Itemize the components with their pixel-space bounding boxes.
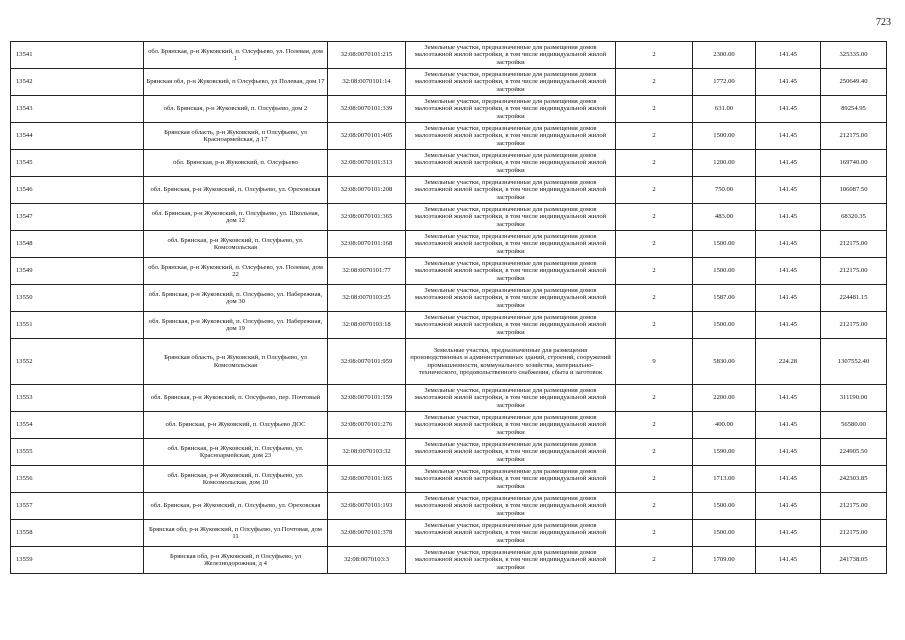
cadastral-number-cell: 32:08:0070101:193 — [328, 493, 406, 520]
area-cell: 631.00 — [693, 96, 756, 123]
land-use-cell: Земельные участки, предназначенные для размещения домов малоэтажной жилой застройки, в том числе индивидуальной жилой застройки — [406, 466, 616, 493]
address-cell: обл. Брянская, р-н Жуковский, п. Олсуфьево, ул. Полевая, дом 22 — [144, 258, 328, 285]
cadastral-number-cell: 32:08:0070101:405 — [328, 123, 406, 150]
table-row — [11, 520, 887, 547]
land-use-cell: Земельные участки, предназначенные для размещения домов малоэтажной жилой застройки, в том числе индивидуальной жилой застройки — [406, 231, 616, 258]
cadastral-number-cell: 32:08:0070103:3 — [328, 547, 406, 574]
specific-value-cell: 141.45 — [756, 96, 821, 123]
cadastral-number-cell: 32:08:0070103:32 — [328, 439, 406, 466]
land-registry-table — [10, 41, 887, 574]
cadastral-value-cell: 311190.00 — [821, 385, 887, 412]
cadastral-value-cell: 242303.85 — [821, 466, 887, 493]
group-cell: 2 — [616, 520, 693, 547]
group-cell: 2 — [616, 96, 693, 123]
address-cell: обл. Брянская, р-н Жуковский, п. Олсуфьево, ул. Ореховская — [144, 177, 328, 204]
row-number: 13541 — [11, 42, 144, 69]
specific-value-cell: 141.45 — [756, 412, 821, 439]
specific-value-cell: 141.45 — [756, 231, 821, 258]
land-use-cell: Земельные участки, предназначенные для размещения домов малоэтажной жилой застройки, в том числе индивидуальной жилой застройки — [406, 520, 616, 547]
table-row — [11, 231, 887, 258]
row-number: 13546 — [11, 177, 144, 204]
table-row — [11, 412, 887, 439]
specific-value-cell: 141.45 — [756, 520, 821, 547]
cadastral-value-cell: 241738.05 — [821, 547, 887, 574]
specific-value-cell: 141.45 — [756, 285, 821, 312]
table-row — [11, 123, 887, 150]
land-use-cell: Земельные участки, предназначенные для размещения домов малоэтажной жилой застройки, в том числе индивидуальной жилой застройки — [406, 547, 616, 574]
address-cell: обл. Брянская, р-н Жуковский, п. Олсуфьево, ул. Комсомольская — [144, 231, 328, 258]
cadastral-number-cell: 32:08:0070101:365 — [328, 204, 406, 231]
group-cell: 9 — [616, 339, 693, 385]
specific-value-cell: 141.45 — [756, 466, 821, 493]
table-row — [11, 312, 887, 339]
land-use-cell: Земельные участки, предназначенные для размещения домов малоэтажной жилой застройки, в том числе индивидуальной жилой застройки — [406, 96, 616, 123]
row-number: 13550 — [11, 285, 144, 312]
specific-value-cell: 141.45 — [756, 547, 821, 574]
table-row — [11, 285, 887, 312]
cadastral-value-cell: 169740.00 — [821, 150, 887, 177]
area-cell: 1772.00 — [693, 69, 756, 96]
address-cell: обл. Брянская, р-н Жуковский, п. Олсуфьево — [144, 150, 328, 177]
specific-value-cell: 141.45 — [756, 204, 821, 231]
cadastral-number-cell: 32:08:0070101:959 — [328, 339, 406, 385]
area-cell: 2200.00 — [693, 385, 756, 412]
group-cell: 2 — [616, 42, 693, 69]
row-number: 13552 — [11, 339, 144, 385]
area-cell: 1500.00 — [693, 123, 756, 150]
cadastral-number-cell: 32:08:0070101:208 — [328, 177, 406, 204]
group-cell: 2 — [616, 547, 693, 574]
address-cell: Брянская обл, р-н Жуковский, п Олсуфьево, ул Полевая, дом 17 — [144, 69, 328, 96]
area-cell: 1713.00 — [693, 466, 756, 493]
land-use-cell: Земельные участки, предназначенные для размещения домов малоэтажной жилой застройки, в том числе индивидуальной жилой застройки — [406, 69, 616, 96]
group-cell: 2 — [616, 312, 693, 339]
address-cell: обл. Брянская, р-н Жуковский, п. Олсуфьево, пер. Почтовый — [144, 385, 328, 412]
table-row — [11, 69, 887, 96]
row-number: 13544 — [11, 123, 144, 150]
row-number: 13543 — [11, 96, 144, 123]
cadastral-number-cell: 32:08:0070101:276 — [328, 412, 406, 439]
address-cell: Брянская область, р-н Жуковский, п Олсуфьево, ул Красноармейская, д 17 — [144, 123, 328, 150]
area-cell: 400.00 — [693, 412, 756, 439]
specific-value-cell: 141.45 — [756, 123, 821, 150]
cadastral-value-cell: 212175.00 — [821, 123, 887, 150]
cadastral-number-cell: 32:08:0070101:14 — [328, 69, 406, 96]
row-number: 13558 — [11, 520, 144, 547]
land-use-cell: Земельные участки, предназначенные для размещения домов малоэтажной жилой застройки, в том числе индивидуальной жилой застройки — [406, 258, 616, 285]
cadastral-value-cell: 1307552.40 — [821, 339, 887, 385]
group-cell: 2 — [616, 69, 693, 96]
area-cell: 1709.00 — [693, 547, 756, 574]
address-cell: обл. Брянская, р-н Жуковский, п. Олсуфьево ДОС — [144, 412, 328, 439]
area-cell: 483.00 — [693, 204, 756, 231]
land-use-cell: Земельные участки, предназначенные для размещения домов малоэтажной жилой застройки, в том числе индивидуальной жилой застройки — [406, 312, 616, 339]
cadastral-value-cell: 68320.35 — [821, 204, 887, 231]
area-cell: 1587.00 — [693, 285, 756, 312]
group-cell: 2 — [616, 439, 693, 466]
row-number: 13557 — [11, 493, 144, 520]
land-use-cell: Земельные участки, предназначенные для размещения домов малоэтажной жилой застройки, в том числе индивидуальной жилой застройки — [406, 439, 616, 466]
group-cell: 2 — [616, 385, 693, 412]
land-use-cell: Земельные участки, предназначенные для размещения производственных и административных зданий, строений, сооружений промышленности, коммунального хозяйства, материально-технического, продовольственного снабжения, сбыта и заготовок — [406, 339, 616, 385]
table-body — [11, 42, 887, 574]
table-row — [11, 42, 887, 69]
specific-value-cell: 141.45 — [756, 385, 821, 412]
address-cell: Брянская обл, р-н Жуковский, п Олсуфьево, ул Железнодорожная, д 4 — [144, 547, 328, 574]
cadastral-value-cell: 106087.50 — [821, 177, 887, 204]
table-row — [11, 258, 887, 285]
table-row — [11, 177, 887, 204]
row-number: 13542 — [11, 69, 144, 96]
cadastral-value-cell: 212175.00 — [821, 312, 887, 339]
row-number: 13549 — [11, 258, 144, 285]
cadastral-number-cell: 32:08:0070101:159 — [328, 385, 406, 412]
cadastral-value-cell: 212175.00 — [821, 493, 887, 520]
cadastral-number-cell: 32:08:0070101:165 — [328, 466, 406, 493]
table-row — [11, 96, 887, 123]
group-cell: 2 — [616, 493, 693, 520]
cadastral-value-cell: 212175.00 — [821, 231, 887, 258]
land-use-cell: Земельные участки, предназначенные для размещения домов малоэтажной жилой застройки, в том числе индивидуальной жилой застройки — [406, 204, 616, 231]
address-cell: Брянская обл, р-н Жуковский, п Олсуфьево, ул Почтовая, дом 11 — [144, 520, 328, 547]
group-cell: 2 — [616, 285, 693, 312]
row-number: 13553 — [11, 385, 144, 412]
specific-value-cell: 141.45 — [756, 177, 821, 204]
table-row — [11, 385, 887, 412]
cadastral-value-cell: 212175.00 — [821, 520, 887, 547]
table-row — [11, 466, 887, 493]
cadastral-number-cell: 32:08:0070101:168 — [328, 231, 406, 258]
area-cell: 750.00 — [693, 177, 756, 204]
cadastral-number-cell: 32:08:0070101:313 — [328, 150, 406, 177]
specific-value-cell: 141.45 — [756, 312, 821, 339]
cadastral-number-cell: 32:08:0070101:215 — [328, 42, 406, 69]
group-cell: 2 — [616, 231, 693, 258]
cadastral-value-cell: 89254.95 — [821, 96, 887, 123]
specific-value-cell: 141.45 — [756, 69, 821, 96]
area-cell: 1200.00 — [693, 150, 756, 177]
land-use-cell: Земельные участки, предназначенные для размещения домов малоэтажной жилой застройки, в том числе индивидуальной жилой застройки — [406, 150, 616, 177]
address-cell: обл. Брянская, р-н Жуковский, п. Олсуфьево, ул. Набережная, дом 30 — [144, 285, 328, 312]
group-cell: 2 — [616, 150, 693, 177]
specific-value-cell: 141.45 — [756, 150, 821, 177]
cadastral-number-cell: 32:08:0070101:77 — [328, 258, 406, 285]
specific-value-cell: 141.45 — [756, 42, 821, 69]
land-use-cell: Земельные участки, предназначенные для размещения домов малоэтажной жилой застройки, в том числе индивидуальной жилой застройки — [406, 177, 616, 204]
address-cell: обл. Брянская, р-н Жуковский, п. Олсуфьево, ул. Ореховская — [144, 493, 328, 520]
land-use-cell: Земельные участки, предназначенные для размещения домов малоэтажной жилой застройки, в том числе индивидуальной жилой застройки — [406, 285, 616, 312]
land-use-cell: Земельные участки, предназначенные для размещения домов малоэтажной жилой застройки, в том числе индивидуальной жилой застройки — [406, 123, 616, 150]
row-number: 13559 — [11, 547, 144, 574]
page-number: 723 — [876, 17, 891, 28]
address-cell: обл. Брянская, р-н Жуковский, п. Олсуфьево, ул. Красноармейская, дом 23 — [144, 439, 328, 466]
table-row — [11, 547, 887, 574]
group-cell: 2 — [616, 177, 693, 204]
land-use-cell: Земельные участки, предназначенные для размещения домов малоэтажной жилой застройки, в том числе индивидуальной жилой застройки — [406, 493, 616, 520]
table-row — [11, 339, 887, 385]
group-cell: 2 — [616, 123, 693, 150]
cadastral-number-cell: 32:08:0070103:18 — [328, 312, 406, 339]
group-cell: 2 — [616, 412, 693, 439]
cadastral-value-cell: 224481.15 — [821, 285, 887, 312]
address-cell: Брянская область, р-н Жуковский, п Олсуфьево, ул Комсомольская — [144, 339, 328, 385]
specific-value-cell: 224.28 — [756, 339, 821, 385]
area-cell: 1500.00 — [693, 493, 756, 520]
cadastral-value-cell: 325335.00 — [821, 42, 887, 69]
cadastral-number-cell: 32:08:0070101:339 — [328, 96, 406, 123]
land-use-cell: Земельные участки, предназначенные для размещения домов малоэтажной жилой застройки, в том числе индивидуальной жилой застройки — [406, 42, 616, 69]
specific-value-cell: 141.45 — [756, 258, 821, 285]
cadastral-value-cell: 212175.00 — [821, 258, 887, 285]
table-row — [11, 439, 887, 466]
cadastral-value-cell: 250649.40 — [821, 69, 887, 96]
area-cell: 1500.00 — [693, 520, 756, 547]
land-use-cell: Земельные участки, предназначенные для размещения домов малоэтажной жилой застройки, в том числе индивидуальной жилой застройки — [406, 385, 616, 412]
area-cell: 1500.00 — [693, 231, 756, 258]
row-number: 13545 — [11, 150, 144, 177]
specific-value-cell: 141.45 — [756, 493, 821, 520]
row-number: 13554 — [11, 412, 144, 439]
row-number: 13547 — [11, 204, 144, 231]
area-cell: 1500.00 — [693, 258, 756, 285]
cadastral-number-cell: 32:08:0070101:378 — [328, 520, 406, 547]
area-cell: 1590.00 — [693, 439, 756, 466]
address-cell: обл. Брянская, р-н Жуковский, п. Олсуфьево, ул. Набережная, дом 19 — [144, 312, 328, 339]
cadastral-value-cell: 224905.50 — [821, 439, 887, 466]
address-cell: обл. Брянская, р-н Жуковский, п. Олсуфьево, дом 2 — [144, 96, 328, 123]
area-cell: 2300.00 — [693, 42, 756, 69]
group-cell: 2 — [616, 258, 693, 285]
address-cell: обл. Брянская, р-н Жуковский, п. Олсуфьево, ул. Школьная, дом 12 — [144, 204, 328, 231]
row-number: 13548 — [11, 231, 144, 258]
group-cell: 2 — [616, 466, 693, 493]
group-cell: 2 — [616, 204, 693, 231]
table-row — [11, 204, 887, 231]
table-row — [11, 150, 887, 177]
specific-value-cell: 141.45 — [756, 439, 821, 466]
row-number: 13551 — [11, 312, 144, 339]
address-cell: обл. Брянская, р-н Жуковский, п. Олсуфьево, ул. Комсомольская, дом 10 — [144, 466, 328, 493]
area-cell: 1500.00 — [693, 312, 756, 339]
table-row — [11, 493, 887, 520]
row-number: 13556 — [11, 466, 144, 493]
cadastral-number-cell: 32:08:0070103:25 — [328, 285, 406, 312]
row-number: 13555 — [11, 439, 144, 466]
area-cell: 5830.00 — [693, 339, 756, 385]
address-cell: обл. Брянская, р-н Жуковский, п. Олсуфьево, ул. Полевая, дом 1 — [144, 42, 328, 69]
cadastral-value-cell: 56580.00 — [821, 412, 887, 439]
land-use-cell: Земельные участки, предназначенные для размещения домов малоэтажной жилой застройки, в том числе индивидуальной жилой застройки — [406, 412, 616, 439]
